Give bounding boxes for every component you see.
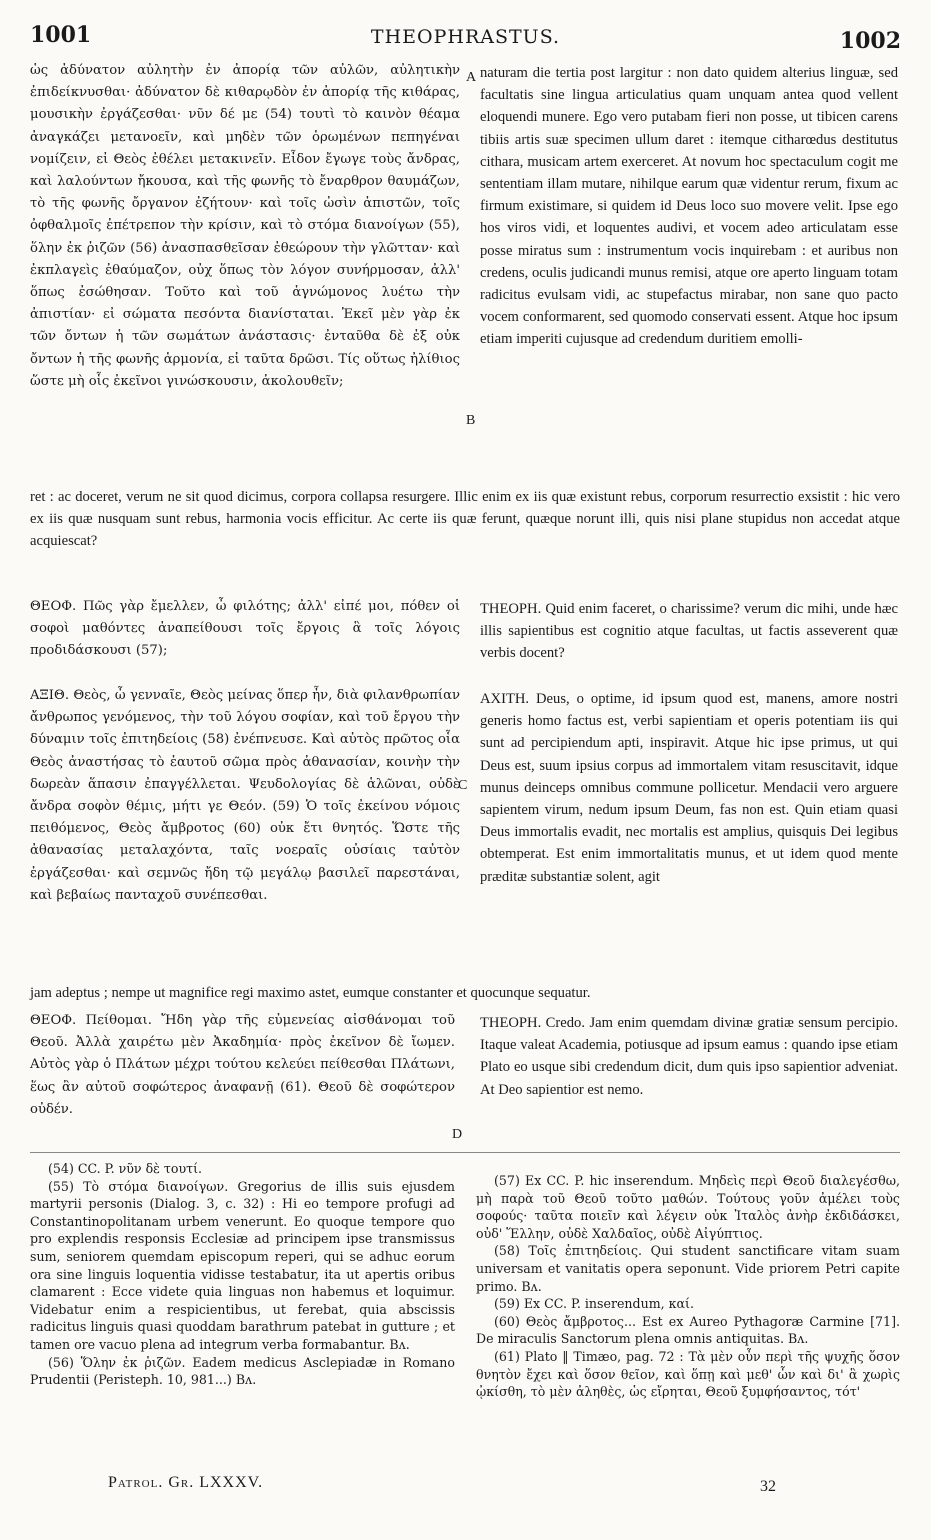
running-title: THEOPHRASTUS. — [370, 26, 561, 48]
footer-gathering-number: 32 — [760, 1478, 776, 1495]
greek-paragraph-2: ΘΕΟΦ. Πῶς γὰρ ἔμελλεν, ὦ φιλότης; ἀλλ' εἰπέ μοι, πόθεν οἱ σοφοὶ μαθόντες ἀναπείθουσι τοῖς ἔργοις ἃ τοῖς λόγοις προδιδάσκουσι (57); — [30, 599, 460, 659]
footer-signature: Patrol. Gr. LXXXV. — [108, 1474, 264, 1491]
footnote-57: (57) Ex CC. P. hic inserendum. Μηδεὶς περὶ Θεοῦ διαλεγέσθω, μὴ παρὰ τοῦ Θεοῦ τοῦτο μαθών. Τούτους γοῦν ἀμέλει τοὺς σοφούς· ταῦτα ποιεῖν καὶ λέγειν οὐκ Ἰταλὸς ἀνὴρ ἐκδιδάσκει, οὐδ' Ἕλλην, οὐδὲ Χαλδαῖος, οὐδὲ Αἰγύπτιος. — [476, 1173, 900, 1241]
latin-paragraph-2: THEOPH. Quid enim faceret, o charissime? verum dic mihi, unde hæc illis sapientibus est cognitio atque facultas, ut factis asseverent quæ verbis docent? — [480, 601, 898, 662]
notes-divider — [30, 1152, 900, 1153]
right-column-number: 1002 — [839, 28, 901, 54]
greek-paragraph-3: ΑΞΙΘ. Θεὸς, ὦ γενναῖε, Θεὸς μείνας ὅπερ ἦν, διὰ φιλανθρωπίαν ἄνθρωπος γενόμενος, τὴν τοῦ λόγου σοφίαν, καὶ τοῦ ἔργου τὴν δύναμιν τοῖς ἐπιτηδείοις (58) ἐνέπνευσε. Καὶ αὐτὸς πρῶτος οἷα Θεὸς ἀναστήσας τὸ ἑαυτοῦ σῶμα πρὸς ἀθανασίαν, κοινὴν τὴν δωρεὰν ἅπασιν ἐπαγγέλλεται. Ψευδολογίας δὲ ἁλῶναι, οὐδὲ ἄνδρα σοφὸν θέμις, μήτι γε Θεόν. (59) Ὁ τοῖς ἐκείνου νόμοις πειθόμενος, Θεὸς ἄμβροτος (60) οὐκ ἔτι θνητός. Ὥστε τῆς ἀθανασίας μεταλαχόντα, ταῖς νοεραῖς οὐσίαις ταὐτὸν ἐργάζεσθαι· καὶ σεμνῶς ἤδη τῷ μεγάλῳ βασιλεῖ παρεστάναι, καὶ βεβαίως πανταχοῦ συνέπεσθαι. — [30, 688, 460, 903]
footnote-54: (54) CC. P. νῦν δὲ τουτί. — [48, 1161, 203, 1176]
footnote-55: (55) Τὸ στόμα διανοίγων. Gregorius de illis suis ejusdem martyrii personis (Dialog. 3, c. 32) : Hi eo tempore profugi ad Constantinopolitanam urbem venerunt. Eo quoque tempore quo pro explendis responsis Ecclesiæ ad principem ipse transmissus sum, seniorem quemdam episcopum reperi, qui se adhuc eorum ora sine linguis loquentia vidisse testabatur, ita ut apertis oribus clamarent : Ecce videte quia linguas non habemus et loquimur. Videbatur enim a respicientibus, ut ferebat, quia abscissis radicitus linguis quasi quoddam barathrum patebat in gutture ; et tamen ore vacuo plena ad integrum verba formabantur. Bʌ. — [30, 1178, 455, 1352]
latin-paragraph-3: AXITH. Deus, o optime, id ipsum quod est, manens, amore nostri generis homo factus est, verbi sapientiam et operis potentiam iis qui sunt ad percipiendum apti, inspiravit. Atque hic ipse primus, ut qui Deus est, suum ipsius corpus ad immortalem vitam resuscitavit, idque munus deinceps omnibus commune pollicetur. Mendacii vero arguere sapientem virum, nedum ipsum Deum, fas non est. Quin etiam quasi Deus immortalis evadit, nec mortalis est amplius, quisquis Dei legibus obtemperat. Est enim immortalitatis munus, et ut idem quod mente præditæ substantiæ solent, agit — [480, 691, 898, 885]
footnote-56: (56) Ὅλην ἐκ ῥιζῶν. Eadem medicus Asclepiadæ in Romano Prudentii (Peristeph. 10, 981...) Bʌ. — [30, 1354, 455, 1388]
margin-letter-b: B — [466, 413, 476, 428]
left-column-number: 1001 — [30, 22, 92, 48]
footnotes-left — [30, 1160, 455, 1389]
latin-paragraph-4: THEOPH. Credo. Jam enim quemdam divinæ gratiæ sensum percipio. Itaque valeat Academia, potiusque ad ipsum eamus : quando ipse etiam Plato eo usque sibi credendum dicit, dum quis ipso sapientior adveniat. At Deo sapientior est nemo. — [480, 1015, 898, 1098]
greek-paragraph-1: ὡς ἀδύνατον αὐλητὴν ἐν ἀπορίᾳ τῶν αὐλῶν, αὐλητικὴν ἐπιδείκνυσθαι· ἀδύνατον δὲ κιθαρῳδὸν ἐν ἀπορίᾳ τῆς κιθάρας, μουσικὴν ἐργάζεσθαι· νῦν δέ με (54) τουτὶ τὸ καινὸν θέαμα ἀναγκάζει μετανοεῖν, καὶ μηδὲν τῶν ὁρωμένων πεπηγέναι νομίζειν, εἰ Θεὸς ἐθέλει μετακινεῖν. Εἶδον ἔγωγε τοὺς ἄνδρας, καὶ λαλούντων ἤκουσα, καὶ τῆς φωνῆς τὸ ἔναρθρον θαυμάζων, τὸ τῆς φωνῆς ὄργανον ἐζήτουν· καὶ τοῖς ὠσὶν ἀπιστῶν, τοῖς ὀφθαλμοῖς ἐπέτρεπον τὴν κρίσιν, καὶ τὸ στόμα διανοίγων (55), ὅλην ἐκ ῥιζῶν (56) ἀνασπασθεῖσαν ἐθεώρουν τὴν γλῶτταν· καὶ ἐκπλαγεὶς ἐθαύμαζον, οὐχ ὅπως τὸν λόγον συνήρμοσαν, ἀλλ' ὅπως ἐσώθησαν. Τοῦτο καὶ τοῦ ἀγνώμονος λυέτω τὴν ἀπιστίαν· εἰ σώματα πεσόντα διανίσταται. Ἐκεῖ μὲν γὰρ ἐκ τῶν ὄντων ἡ τῶν σωμάτων ἀνάστασις· ἐνταῦθα δὲ ἐξ οὐκ ὄντων ἡ τῆς φωνῆς ἁρμονία, εἰ ταῦτα δρῶσι. Τίς οὕτως ἠλίθιος ὥστε μὴ οἷς ἐκεῖνοι γινώσκουσιν, ἀκολουθεῖν; — [30, 63, 460, 389]
running-header — [30, 22, 901, 52]
margin-letter-c: C — [458, 778, 468, 793]
footnote-61: (61) Plato ‖ Timæo, pag. 72 : Τὰ μὲν οὖν περὶ τῆς ψυχῆς ὅσον θνητὸν ἔχει καὶ ὅσον θεῖον, καὶ ὅπῃ καὶ μεθ' ὧν καὶ δι' ἃ χωρὶς ᾠκίσθη, τὸ μὲν ἀληθὲς, ὡς εἴρηται, Θεοῦ ξυμφήσαντος, τότ' — [476, 1348, 900, 1400]
footnote-60: (60) Θεὸς ἄμβροτος... Est ex Aureo Pythagoræ Carmine [71]. De miraculis Sanctorum plena omnis antiquitas. Bʌ. — [476, 1313, 900, 1347]
footnotes-right — [476, 1172, 900, 1401]
footnote-59: (59) Ex CC. P. inserendum, καί. — [494, 1296, 694, 1312]
greek-paragraph-4: ΘΕΟΦ. Πείθομαι. Ἤδη γὰρ τῆς εὐμενείας αἰσθάνομαι τοῦ Θεοῦ. Ἀλλὰ χαιρέτω μὲν Ἀκαδημία· πρὸς ἐκεῖνον δὲ ἴωμεν. Αὐτὸς γὰρ ὁ Πλάτων μέχρι τούτου κελεύει πείθεσθαι Πλάτωνι, ἕως ἂν αὐτοῦ σοφώτερος ἀναφανῇ (61). Θεοῦ δὲ σοφώτερον οὐδέν. — [30, 1013, 455, 1117]
latin-paragraph-1: naturam die tertia post largitur : non dato quidem alterius linguæ, sed facultatis sine lingua articulatius quam unquam antea quod vellent eloquendi munere. Ego vero putabam fieri non posse, ut tibicen carens tibiis artis suæ specimen ullum daret : itemque citharœdus destitutus cithara, musicam artem exerceret. At novum hoc spectaculum cogit me sententiam illam mutare, nihilque earum quæ videntur rerum, fixum ac firmum existimare, si quidem id Deus loco suo movere velit. Ipse ego hos viros vidi, et loquentes audivi, et vocem adeo articulatam esse posse miratus sum : instrumentum vocis inquirebam : et auribus non credens, oculis judicandi munus remisi, atque ore aperto linguam totam radicitus evulsam vidi, ac stupefactus mirabar, non sane quo pacto vocem conformarent, sed quomodo conservati essent. Atque hoc ipsum etiam imperiti cujusque ad credendum duritiem emolli- — [480, 65, 898, 348]
margin-letter-a: A — [466, 70, 477, 85]
latin-paragraph-1-continued: ret : ac doceret, verum ne sit quod dicimus, corpora collapsa resurgere. Illic enim ex iis quæ existunt rebus, corporum resurrectio exsistit : hic vero ex iis quæ nusquam sunt rebus, harmonia vocis efficitur. Ac certe iis quæ ferunt, quæque norunt illi, quis nisi plane stupidus non accedat atque acquiescat? — [30, 489, 900, 550]
margin-letter-d: D — [452, 1127, 463, 1142]
footnote-58: (58) Τοῖς ἐπιτηδείοις. Qui student sanctificare vitam suam universam et vanitatis opera seponunt. Vide priorem Petri capite primo. Bʌ. — [476, 1243, 900, 1294]
latin-paragraph-3-continued: jam adeptus ; nempe ut magnifice regi maximo astet, eumque constanter et quocunque sequatur. — [30, 985, 591, 1001]
